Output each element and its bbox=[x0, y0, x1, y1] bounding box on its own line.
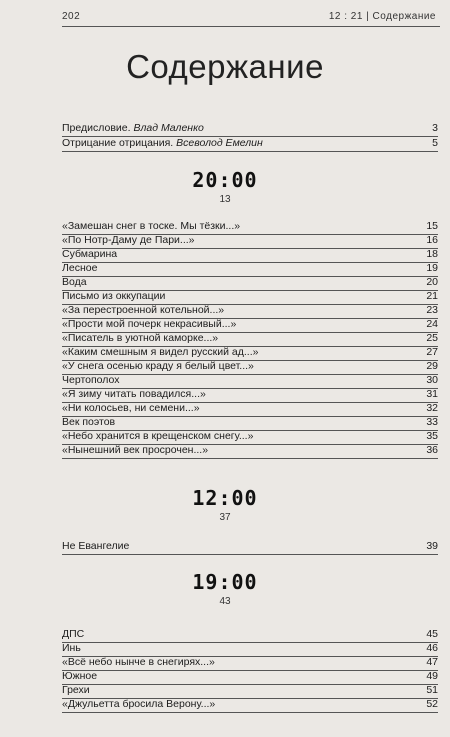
toc-entry[interactable] bbox=[62, 248, 438, 263]
toc-entry[interactable] bbox=[62, 430, 438, 445]
entry-title: Чертополох bbox=[62, 374, 120, 386]
toc-entry[interactable] bbox=[62, 318, 438, 333]
toc-entry[interactable] bbox=[62, 220, 438, 235]
entry-page: 47 bbox=[426, 656, 438, 668]
entry-page: 51 bbox=[426, 684, 438, 696]
entry-page: 21 bbox=[426, 290, 438, 302]
entry-title: «У снега осенью краду я белый цвет...» bbox=[62, 360, 254, 372]
running-title: 12 : 21 | Содержание bbox=[328, 11, 436, 22]
toc-entry-preface[interactable] bbox=[62, 122, 438, 137]
header-rule bbox=[62, 26, 440, 27]
toc-entry[interactable] bbox=[62, 290, 438, 305]
entry-page: 3 bbox=[432, 122, 438, 134]
entry-title: Вода bbox=[62, 276, 87, 288]
entry-page: 29 bbox=[426, 360, 438, 372]
entry-title: «Ни колосьев, ни семени...» bbox=[62, 402, 200, 414]
entry-title: Субмарина bbox=[62, 248, 118, 260]
entry-page: 52 bbox=[426, 698, 438, 710]
section-time-19: 19:00 bbox=[192, 570, 258, 594]
section-page: 13 bbox=[219, 194, 231, 205]
entry-page: 20 bbox=[426, 276, 438, 288]
entry-page: 25 bbox=[426, 332, 438, 344]
entry-title: «Замешан снег в тоске. Мы тёзки...» bbox=[62, 220, 241, 232]
entry-page: 49 bbox=[426, 670, 438, 682]
section-time-12: 12:00 bbox=[192, 486, 258, 510]
entry-page: 35 bbox=[426, 430, 438, 442]
entry-title: Предисловие. bbox=[62, 122, 134, 134]
page-title: Содержание bbox=[126, 48, 324, 85]
entry-title: «Каким смешным я видел русский ад...» bbox=[62, 346, 259, 358]
toc-entry[interactable] bbox=[62, 698, 438, 713]
toc-entry-negation[interactable] bbox=[62, 137, 438, 152]
entry-title: Отрицание отрицания. bbox=[62, 137, 177, 149]
entry-title: Век поэтов bbox=[62, 416, 116, 428]
entry-page: 5 bbox=[432, 137, 438, 149]
entry-title: «Джульетта бросила Верону...» bbox=[62, 698, 216, 710]
entry-page: 16 bbox=[426, 234, 438, 246]
entry-page: 19 bbox=[426, 262, 438, 274]
toc-entry[interactable] bbox=[62, 374, 438, 389]
toc-entry[interactable] bbox=[62, 642, 438, 657]
toc-entry[interactable] bbox=[62, 628, 438, 643]
entry-page: 46 bbox=[426, 642, 438, 654]
entry-title: «Писатель в уютной каморке...» bbox=[62, 332, 219, 344]
toc-entry[interactable] bbox=[62, 656, 438, 671]
toc-entry[interactable] bbox=[62, 402, 438, 417]
toc-entry[interactable] bbox=[62, 360, 438, 375]
entry-title: Грехи bbox=[62, 684, 90, 696]
toc-entry[interactable] bbox=[62, 388, 438, 403]
entry-title: «За перестроенной котельной...» bbox=[62, 304, 225, 316]
page-number: 202 bbox=[62, 11, 81, 22]
toc-entry[interactable] bbox=[62, 276, 438, 291]
entry-title: Письмо из оккупации bbox=[62, 290, 166, 302]
entry-title: «Нынешний век просрочен...» bbox=[62, 444, 209, 456]
entry-page: 30 bbox=[426, 374, 438, 386]
entry-title: «Прости мой почерк некрасивый...» bbox=[62, 318, 237, 330]
entry-page: 45 bbox=[426, 628, 438, 640]
section-time-20: 20:00 bbox=[192, 168, 258, 192]
toc-entry[interactable] bbox=[62, 346, 438, 361]
section-page: 37 bbox=[219, 512, 231, 523]
entry-title: «Я зиму читать повадился...» bbox=[62, 388, 206, 400]
entry-author: Влад Маленко bbox=[133, 122, 204, 134]
entry-page: 23 bbox=[426, 304, 438, 316]
toc-entry[interactable] bbox=[62, 416, 438, 431]
entry-page: 39 bbox=[426, 540, 438, 552]
entry-page: 24 bbox=[426, 318, 438, 330]
toc-entry[interactable] bbox=[62, 670, 438, 685]
entry-author: Всеволод Емелин bbox=[176, 137, 263, 149]
toc-entry[interactable] bbox=[62, 444, 438, 459]
entry-page: 27 bbox=[426, 346, 438, 358]
entry-page: 18 bbox=[426, 248, 438, 260]
entry-title: «По Нотр-Даму де Пари...» bbox=[62, 234, 195, 246]
entry-page: 31 bbox=[426, 388, 438, 400]
entry-title: «Всё небо нынче в снегирях...» bbox=[62, 656, 215, 668]
entry-title: Не Евангелие bbox=[62, 540, 130, 552]
toc-entry[interactable] bbox=[62, 684, 438, 699]
section-page: 43 bbox=[219, 596, 231, 607]
entry-page: 15 bbox=[426, 220, 438, 232]
toc-entry[interactable] bbox=[62, 262, 438, 277]
toc-entry[interactable] bbox=[62, 540, 438, 555]
entry-page: 32 bbox=[426, 402, 438, 414]
toc-entry[interactable] bbox=[62, 332, 438, 347]
entry-title: Инь bbox=[62, 642, 81, 654]
entry-page: 36 bbox=[426, 444, 438, 456]
entry-title: Южное bbox=[62, 670, 98, 682]
toc-entry[interactable] bbox=[62, 234, 438, 249]
toc-entry[interactable] bbox=[62, 304, 438, 319]
entry-title: Лесное bbox=[62, 262, 98, 274]
entry-title: «Небо хранится в крещенском снегу...» bbox=[62, 430, 254, 442]
entry-page: 33 bbox=[426, 416, 438, 428]
entry-title: ДПС bbox=[62, 628, 85, 640]
